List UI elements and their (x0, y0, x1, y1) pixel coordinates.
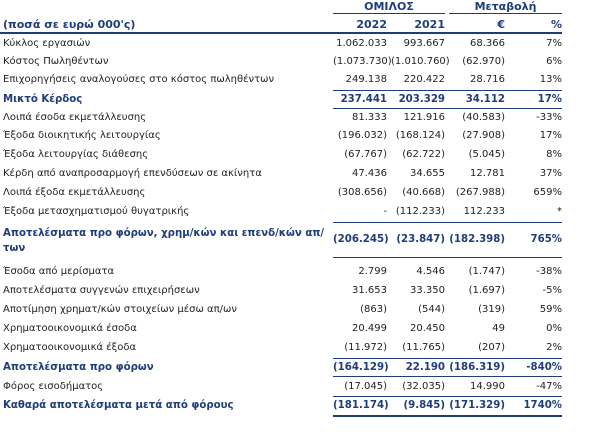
change-pct: 2% (546, 342, 562, 353)
change-eur: (27.908) (462, 130, 505, 141)
change-pct: -840% (526, 362, 562, 373)
change-eur: 34.112 (465, 94, 505, 105)
change-eur: (1.747) (468, 266, 505, 277)
subtotal-top-rule (333, 358, 562, 359)
value-2021: 33.350 (410, 285, 445, 296)
value-2022: (181.174) (333, 400, 389, 411)
row-label: Αποτελέσματα προ φόρων, χρημ/κών και επενδ/κών απ/των (3, 228, 325, 254)
value-2022: (196.032) (337, 130, 387, 141)
value-2021: 993.667 (403, 38, 445, 49)
value-2021: 121.916 (403, 112, 445, 123)
value-2021: (112.233) (395, 206, 445, 217)
value-2022: 1.062.033 (336, 38, 387, 49)
header-bottom-rule (0, 32, 562, 34)
change-header-underline (449, 13, 562, 14)
row-label: Κόστος Πωληθέντων (3, 56, 109, 67)
col-header-2022: 2022 (356, 18, 387, 31)
change-eur: (182.398) (449, 234, 505, 245)
change-pct: 7% (546, 38, 562, 49)
subtotal-bottom-rule (333, 376, 562, 377)
row-label: Χρηματοοικονομικά έσοδα (3, 323, 137, 334)
change-pct: 0% (546, 323, 562, 334)
value-2022: (863) (360, 304, 387, 315)
total-bottom-rule (333, 415, 562, 417)
change-eur: 49 (492, 323, 505, 334)
change-eur: 12.781 (470, 168, 505, 179)
value-2021: 220.422 (403, 74, 445, 85)
subtotal-bottom-rule (333, 257, 562, 258)
value-2022: (67.767) (344, 149, 387, 160)
subtotal-bottom-rule (333, 108, 562, 109)
change-pct: 6% (546, 56, 562, 67)
change-header: Μεταβολή (474, 0, 537, 13)
row-label: Λοιπά έσοδα εκμετάλλευσης (3, 112, 147, 123)
col-header-eur: € (497, 18, 505, 31)
change-eur: 14.990 (470, 381, 505, 392)
row-label: Λοιπά έξοδα εκμετάλλευσης (3, 187, 146, 198)
change-pct: 765% (530, 234, 562, 245)
value-2022: (11.972) (344, 342, 387, 353)
subtotal-top-rule (333, 396, 562, 397)
subtotal-top-rule (333, 222, 562, 223)
value-2021: (544) (418, 304, 445, 315)
change-eur: (319) (478, 304, 505, 315)
row-label: Χρηματοοικονομικά έξοδα (3, 342, 137, 353)
row-label: Κέρδη από αναπροσαρμογή επενδύσεων σε ακίνητα (3, 168, 262, 179)
row-label: Κύκλος εργασιών (3, 38, 91, 49)
value-2021: (40.668) (402, 187, 445, 198)
row-label: Φόρος εισοδήματος (3, 381, 104, 392)
change-eur: (186.319) (449, 362, 505, 373)
value-2021: (11.765) (402, 342, 445, 353)
change-pct: 8% (546, 149, 562, 160)
value-2022: 47.436 (352, 168, 387, 179)
value-2021: 203.329 (398, 94, 445, 105)
change-eur: (5.045) (468, 149, 505, 160)
change-eur: (40.583) (462, 112, 505, 123)
value-2022: (17.045) (344, 381, 387, 392)
row-label: Καθαρά αποτελέσματα μετά από φόρους (3, 400, 234, 411)
row-label: Αποτελέσματα συγγενών επιχειρήσεων (3, 285, 200, 296)
value-2022: - (383, 206, 387, 217)
change-pct: -47% (536, 381, 562, 392)
value-2022: 249.138 (345, 74, 387, 85)
value-2022: 2.799 (358, 266, 387, 277)
change-eur: (171.329) (449, 400, 505, 411)
row-label: Έξοδα μετασχηματισμού θυγατρικής (3, 206, 190, 217)
subtotal-top-rule (333, 90, 562, 91)
unit-label: (ποσά σε ευρώ 000'ς) (3, 18, 136, 31)
row-label: Έξοδα διοικητικής λειτουργίας (3, 130, 161, 141)
row-label: Έσοδα από μερίσματα (3, 266, 115, 277)
col-header-2021: 2021 (414, 18, 445, 31)
group-header: ΟΜΙΛΟΣ (364, 0, 414, 13)
change-pct: 659% (533, 187, 562, 198)
change-eur: 112.233 (463, 206, 505, 217)
value-2022: 20.499 (352, 323, 387, 334)
value-2022: 237.441 (340, 94, 387, 105)
change-pct: 17% (537, 94, 562, 105)
row-label: Αποτίμηση χρηματ/κών στοιχείων μέσω απ/ων (3, 304, 237, 315)
value-2022: (1.073.730) (333, 56, 392, 67)
value-2021: 34.655 (410, 168, 445, 179)
change-eur: (267.988) (455, 187, 505, 198)
value-2022: (164.129) (333, 362, 389, 373)
change-eur: 28.716 (470, 74, 505, 85)
value-2021: (1.010.760) (391, 56, 450, 67)
change-pct: 17% (539, 130, 562, 141)
row-label: Επιχορηγήσεις αναλογούσες στο κόστος πωληθέντων (3, 74, 275, 85)
value-2022: 31.653 (352, 285, 387, 296)
value-2021: (62.722) (402, 149, 445, 160)
row-label: Έξοδα λειτουργίας διάθεσης (3, 149, 149, 160)
col-header-pct: % (550, 18, 562, 31)
value-2021: (9.845) (403, 400, 445, 411)
value-2021: 4.546 (416, 266, 445, 277)
change-pct: -38% (536, 266, 562, 277)
value-2022: (206.245) (333, 234, 389, 245)
change-eur: (1.697) (468, 285, 505, 296)
change-pct: 1740% (523, 400, 562, 411)
value-2022: (308.656) (337, 187, 387, 198)
value-2021: (32.035) (402, 381, 445, 392)
change-eur: 68.366 (470, 38, 505, 49)
row-label: Μικτό Κέρδος (3, 94, 83, 105)
value-2021: 20.450 (410, 323, 445, 334)
value-2022: 81.333 (352, 112, 387, 123)
value-2021: (23.847) (396, 234, 445, 245)
change-pct: * (557, 206, 562, 217)
change-pct: -5% (542, 285, 562, 296)
change-eur: (207) (478, 342, 505, 353)
value-2021: 22.190 (405, 362, 445, 373)
group-header-underline (333, 13, 445, 14)
change-pct: -33% (536, 112, 562, 123)
change-eur: (62.970) (462, 56, 505, 67)
change-pct: 13% (539, 74, 562, 85)
change-pct: 59% (539, 304, 562, 315)
change-pct: 37% (539, 168, 562, 179)
value-2021: (168.124) (395, 130, 445, 141)
row-label: Αποτελέσματα προ φόρων (3, 362, 154, 373)
